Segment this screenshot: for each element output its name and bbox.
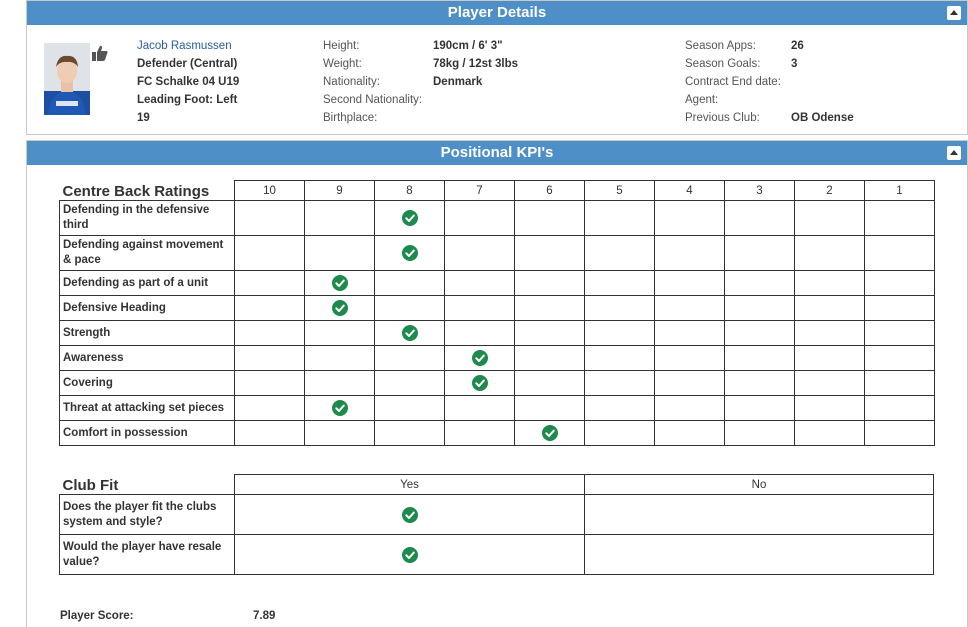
rating-cell[interactable] xyxy=(655,396,725,421)
rating-cell[interactable] xyxy=(865,346,935,371)
rating-row xyxy=(60,321,935,346)
scale-header-1: 1 xyxy=(865,181,935,201)
rating-cell[interactable] xyxy=(305,396,375,421)
rating-criterion: Threat at attacking set pieces xyxy=(60,396,235,421)
check-icon xyxy=(332,400,348,416)
contract-end-label: Contract End date: xyxy=(685,76,781,88)
rating-cell[interactable] xyxy=(235,396,305,421)
scale-header-3: 3 xyxy=(725,181,795,201)
clubfit-question: Does the player fit the clubs system and style? xyxy=(60,495,235,535)
rating-cell[interactable] xyxy=(725,396,795,421)
rating-cell[interactable] xyxy=(865,236,935,271)
rating-cell[interactable] xyxy=(375,296,445,321)
thumbs-up-icon[interactable] xyxy=(91,44,109,62)
rating-cell[interactable] xyxy=(375,321,445,346)
rating-cell[interactable] xyxy=(305,421,375,446)
rating-cell[interactable] xyxy=(445,236,515,271)
season-goals-label: Season Goals: xyxy=(685,58,761,70)
rating-cell[interactable] xyxy=(865,396,935,421)
rating-cell[interactable] xyxy=(235,371,305,396)
rating-cell[interactable] xyxy=(375,396,445,421)
player-leading-foot: Leading Foot: Left xyxy=(137,94,238,106)
check-icon xyxy=(402,210,418,226)
nationality-value: Denmark xyxy=(433,76,483,88)
height-value: 190cm / 6' 3" xyxy=(433,40,503,52)
check-icon xyxy=(542,425,558,441)
scale-header-9: 9 xyxy=(305,181,375,201)
player-age: 19 xyxy=(137,112,150,124)
rating-cell[interactable] xyxy=(585,296,655,321)
rating-cell[interactable] xyxy=(725,346,795,371)
rating-cell[interactable] xyxy=(865,421,935,446)
rating-cell[interactable] xyxy=(515,271,585,296)
rating-cell[interactable] xyxy=(795,296,865,321)
scale-header-5: 5 xyxy=(585,181,655,201)
clubfit-cell[interactable] xyxy=(585,535,934,575)
rating-cell[interactable] xyxy=(235,271,305,296)
agent-label: Agent: xyxy=(685,94,719,106)
rating-cell[interactable] xyxy=(795,236,865,271)
rating-cell[interactable] xyxy=(795,271,865,296)
clubfit-question: Would the player have resale value? xyxy=(60,535,235,575)
rating-cell[interactable] xyxy=(445,396,515,421)
rating-cell[interactable] xyxy=(655,321,725,346)
rating-cell[interactable] xyxy=(515,396,585,421)
rating-cell[interactable] xyxy=(445,346,515,371)
rating-cell[interactable] xyxy=(515,296,585,321)
collapse-kpi-button[interactable] xyxy=(947,146,961,160)
player-details-title: Player Details xyxy=(447,4,547,21)
clubfit-row xyxy=(60,535,934,575)
rating-cell[interactable] xyxy=(655,346,725,371)
rating-cell[interactable] xyxy=(445,421,515,446)
rating-cell[interactable] xyxy=(235,236,305,271)
rating-criterion: Awareness xyxy=(60,346,235,371)
rating-row xyxy=(60,236,935,271)
scale-header-2: 2 xyxy=(795,181,865,201)
rating-cell[interactable] xyxy=(305,346,375,371)
rating-row xyxy=(60,271,935,296)
rating-cell[interactable] xyxy=(585,201,655,236)
rating-cell[interactable] xyxy=(305,201,375,236)
birthplace-label: Birthplace: xyxy=(323,112,378,124)
rating-cell[interactable] xyxy=(795,321,865,346)
ratings-header-row xyxy=(60,181,935,201)
rating-cell[interactable] xyxy=(515,421,585,446)
rating-cell[interactable] xyxy=(235,321,305,346)
check-icon xyxy=(402,507,418,523)
clubfit-col-no: No xyxy=(585,475,934,495)
rating-cell[interactable] xyxy=(515,236,585,271)
rating-row xyxy=(60,396,935,421)
rating-row xyxy=(60,371,935,396)
scale-header-10: 10 xyxy=(235,181,305,201)
rating-cell[interactable] xyxy=(585,236,655,271)
check-icon xyxy=(332,275,348,291)
rating-cell[interactable] xyxy=(515,346,585,371)
player-club: FC Schalke 04 U19 xyxy=(137,76,240,88)
clubfit-row xyxy=(60,495,934,535)
player-details-panel xyxy=(26,0,968,135)
positional-kpi-panel xyxy=(26,140,968,627)
check-icon xyxy=(472,375,488,391)
scale-header-4: 4 xyxy=(655,181,725,201)
rating-cell[interactable] xyxy=(515,321,585,346)
height-label: Height: xyxy=(323,40,360,52)
rating-cell[interactable] xyxy=(305,371,375,396)
rating-cell[interactable] xyxy=(445,371,515,396)
rating-criterion: Defensive Heading xyxy=(60,296,235,321)
rating-cell[interactable] xyxy=(795,346,865,371)
season-goals-value: 3 xyxy=(791,58,798,70)
rating-row xyxy=(60,421,935,446)
check-icon xyxy=(472,350,488,366)
rating-cell[interactable] xyxy=(445,271,515,296)
clubfit-col-yes: Yes xyxy=(235,475,585,495)
previous-club-label: Previous Club: xyxy=(685,112,760,124)
rating-cell[interactable] xyxy=(445,296,515,321)
rating-cell[interactable] xyxy=(865,201,935,236)
rating-cell[interactable] xyxy=(375,371,445,396)
rating-cell[interactable] xyxy=(585,371,655,396)
rating-cell[interactable] xyxy=(655,201,725,236)
rating-cell[interactable] xyxy=(375,421,445,446)
rating-cell[interactable] xyxy=(305,271,375,296)
rating-criterion: Covering xyxy=(60,371,235,396)
rating-cell[interactable] xyxy=(305,321,375,346)
season-apps-label: Season Apps: xyxy=(685,40,756,52)
positional-kpi-title: Positional KPI's xyxy=(440,144,554,161)
rating-cell[interactable] xyxy=(795,396,865,421)
rating-criterion: Defending against movement & pace xyxy=(60,236,235,271)
rating-cell[interactable] xyxy=(585,271,655,296)
rating-cell[interactable] xyxy=(655,271,725,296)
centre-back-ratings-table xyxy=(59,180,935,446)
rating-criterion: Strength xyxy=(60,321,235,346)
clubfit-cell[interactable] xyxy=(235,535,585,575)
rating-cell[interactable] xyxy=(235,201,305,236)
rating-cell[interactable] xyxy=(795,421,865,446)
scale-header-8: 8 xyxy=(375,181,445,201)
ratings-heading: Centre Back Ratings xyxy=(62,183,210,200)
positional-kpi-header xyxy=(27,141,967,165)
rating-row xyxy=(60,201,935,236)
player-photo xyxy=(44,43,90,115)
club-fit-table xyxy=(59,474,934,575)
nationality-label: Nationality: xyxy=(323,76,380,88)
rating-cell[interactable] xyxy=(375,346,445,371)
clubfit-header-row xyxy=(60,475,934,495)
rating-cell[interactable] xyxy=(445,321,515,346)
rating-cell[interactable] xyxy=(515,201,585,236)
previous-club-value: OB Odense xyxy=(791,112,854,124)
rating-cell[interactable] xyxy=(375,201,445,236)
clubfit-heading: Club Fit xyxy=(62,477,119,494)
rating-criterion: Defending as part of a unit xyxy=(60,271,235,296)
rating-cell[interactable] xyxy=(375,271,445,296)
rating-cell[interactable] xyxy=(235,346,305,371)
rating-cell[interactable] xyxy=(725,371,795,396)
scale-header-6: 6 xyxy=(515,181,585,201)
weight-value: 78kg / 12st 3lbs xyxy=(433,58,519,70)
rating-cell[interactable] xyxy=(305,296,375,321)
rating-cell[interactable] xyxy=(725,421,795,446)
check-icon xyxy=(402,245,418,261)
rating-cell[interactable] xyxy=(515,371,585,396)
rating-cell[interactable] xyxy=(585,321,655,346)
rating-cell[interactable] xyxy=(865,371,935,396)
scale-header-7: 7 xyxy=(445,181,515,201)
rating-cell[interactable] xyxy=(795,201,865,236)
rating-cell[interactable] xyxy=(725,321,795,346)
rating-cell[interactable] xyxy=(725,296,795,321)
rating-cell[interactable] xyxy=(725,236,795,271)
player-details-header xyxy=(27,1,967,25)
player-name-link[interactable]: Jacob Rasmussen xyxy=(137,40,232,52)
player-score-label: Player Score: xyxy=(60,610,134,622)
rating-criterion: Defending in the defensive third xyxy=(60,201,235,236)
rating-cell[interactable] xyxy=(585,346,655,371)
clubfit-cell[interactable] xyxy=(235,495,585,535)
rating-cell[interactable] xyxy=(655,421,725,446)
player-score-value: 7.89 xyxy=(253,610,276,622)
collapse-details-button[interactable] xyxy=(947,6,961,20)
rating-cell[interactable] xyxy=(655,236,725,271)
rating-cell[interactable] xyxy=(655,371,725,396)
rating-cell[interactable] xyxy=(585,421,655,446)
rating-cell[interactable] xyxy=(235,296,305,321)
season-apps-value: 26 xyxy=(791,40,804,52)
rating-cell[interactable] xyxy=(865,296,935,321)
rating-cell[interactable] xyxy=(585,396,655,421)
check-icon xyxy=(332,300,348,316)
rating-cell[interactable] xyxy=(725,201,795,236)
second-nationality-label: Second Nationality: xyxy=(323,94,423,106)
rating-cell[interactable] xyxy=(655,296,725,321)
rating-cell[interactable] xyxy=(235,421,305,446)
player-position: Defender (Central) xyxy=(137,58,238,70)
rating-criterion: Comfort in possession xyxy=(60,421,235,446)
rating-cell[interactable] xyxy=(725,271,795,296)
rating-cell[interactable] xyxy=(795,371,865,396)
rating-cell[interactable] xyxy=(865,321,935,346)
rating-row xyxy=(60,296,935,321)
rating-cell[interactable] xyxy=(375,236,445,271)
weight-label: Weight: xyxy=(323,58,362,70)
rating-cell[interactable] xyxy=(445,201,515,236)
rating-row xyxy=(60,346,935,371)
rating-cell[interactable] xyxy=(305,236,375,271)
check-icon xyxy=(402,325,418,341)
check-icon xyxy=(402,547,418,563)
clubfit-cell[interactable] xyxy=(585,495,934,535)
rating-cell[interactable] xyxy=(865,271,935,296)
